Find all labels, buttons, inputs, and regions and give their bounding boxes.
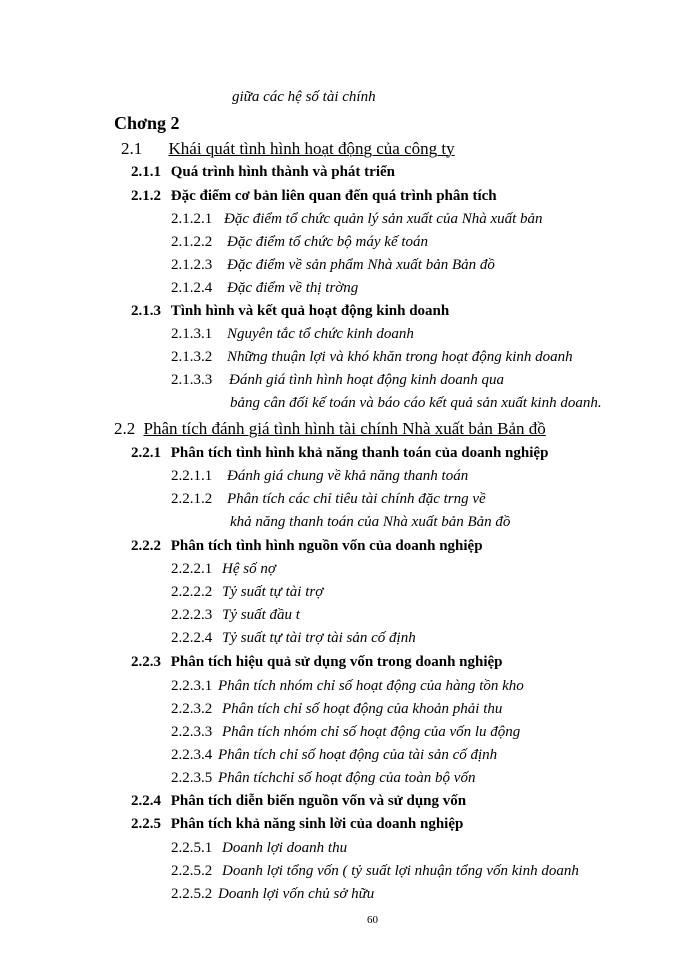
toc-entry-text: Doanh lợi doanh thu bbox=[222, 840, 348, 856]
toc-entry-text: Phân tích nhóm chỉ số hoạt động của hàng tồn kho bbox=[218, 678, 524, 694]
toc-heading-text: Đặc điểm cơ bản liên quan đến quá trình phân tích bbox=[170, 188, 497, 204]
toc-entry-2-2-2 bbox=[131, 537, 483, 555]
toc-entry-continuation: bảng cân đối kế toán và báo cáo kết quả sản xuất kinh doanh. bbox=[230, 395, 602, 411]
toc-entry-2-2-5 bbox=[131, 815, 463, 833]
toc-number: 2.1.3.1 bbox=[171, 326, 213, 342]
toc-entry-text: Phân tíchchỉ số hoạt động của toàn bộ vốn bbox=[218, 770, 476, 786]
toc-number: 2.1 bbox=[121, 139, 143, 158]
toc-number: 2.1.2 bbox=[131, 188, 161, 204]
toc-entry-text: Hệ số nợ bbox=[222, 561, 276, 577]
toc-entry-text: Doanh lợi tổng vốn ( tỷ suất lợi nhuận tổng vốn kinh doanh bbox=[222, 863, 579, 879]
toc-heading-text: Tình hình và kết quả hoạt động kinh doanh bbox=[170, 303, 450, 319]
toc-entry-2-2-5-1 bbox=[171, 839, 347, 857]
toc-number: 2.2.3.5 bbox=[171, 770, 213, 786]
toc-number: 2.2.3.2 bbox=[171, 701, 213, 717]
toc-entry-2-2-5-2b bbox=[171, 885, 374, 903]
toc-number: 2.2.1.1 bbox=[171, 468, 213, 484]
toc-entry-text: Đặc điểm tổ chức bộ máy kế toán bbox=[227, 234, 429, 250]
toc-heading-text: Phân tích diễn biến nguồn vốn và sử dụng vốn bbox=[170, 793, 467, 809]
toc-entry-text: Đánh giá chung về khả năng thanh toán bbox=[227, 468, 469, 484]
toc-number: 2.2.5.1 bbox=[171, 840, 213, 856]
toc-heading-text: Quá trình hình thành và phát triển bbox=[170, 164, 395, 180]
toc-number: 2.2.3.1 bbox=[171, 678, 213, 694]
toc-entry-2-2-1-2 bbox=[171, 490, 486, 508]
toc-number: 2.2.2.4 bbox=[171, 630, 213, 646]
toc-number: 2.1.3.2 bbox=[171, 349, 213, 365]
toc-entry-2-2-2-1 bbox=[171, 560, 276, 578]
toc-entry-2-1 bbox=[121, 139, 455, 159]
toc-number: 2.1.2.1 bbox=[171, 211, 213, 227]
toc-entry-text: Nguyên tắc tổ chức kinh doanh bbox=[227, 326, 414, 342]
toc-heading-text: Phân tích hiệu quả sử dụng vốn trong doanh nghiệp bbox=[170, 654, 503, 670]
toc-entry-2-2 bbox=[114, 419, 546, 439]
toc-entry-text: Tỷ suất tự tài trợ bbox=[222, 584, 324, 600]
toc-number: 2.2.2.3 bbox=[171, 607, 213, 623]
toc-entry-text: Phân tích các chỉ tiêu tài chính đặc trng về bbox=[227, 491, 486, 507]
toc-entry-text: Đánh giá tình hình hoạt động kinh doanh qua bbox=[229, 372, 504, 388]
toc-heading-text: Phân tích tình hình khả năng thanh toán của doanh nghiệp bbox=[170, 445, 549, 461]
toc-entry-2-1-3 bbox=[131, 302, 449, 320]
toc-number: 2.2.4 bbox=[131, 793, 161, 809]
toc-entry-2-2-3-3 bbox=[171, 723, 520, 741]
toc-entry-text: Những thuận lợi và khó khăn trong hoạt động kinh doanh bbox=[227, 349, 573, 365]
toc-entry-2-1-1 bbox=[131, 163, 395, 181]
toc-number: 2.2.5.2 bbox=[171, 863, 213, 879]
toc-entry-text: Doanh lợi vốn chủ sở hữu bbox=[218, 886, 375, 902]
toc-number: 2.2.3.3 bbox=[171, 724, 213, 740]
toc-number: 2.2.1.2 bbox=[171, 491, 213, 507]
toc-number: 2.1.2.3 bbox=[171, 257, 213, 273]
toc-entry-text: Đặc điểm tổ chức quản lý sản xuất của Nhà xuất bản bbox=[224, 211, 543, 227]
toc-entry-2-2-4 bbox=[131, 792, 466, 810]
toc-entry-text: Phân tích nhóm chỉ số hoạt động của vốn lu động bbox=[222, 724, 521, 740]
chapter-title: Chơng 2 bbox=[114, 113, 180, 133]
toc-entry-2-1-2 bbox=[131, 187, 497, 205]
toc-entry-text: Phân tích chỉ số hoạt động của tài sản cố định bbox=[218, 747, 498, 763]
toc-number: 2.2.3.4 bbox=[171, 747, 213, 763]
toc-number: 2.1.1 bbox=[131, 164, 161, 180]
intro-continuation: giữa các hệ số tài chính bbox=[232, 89, 376, 105]
toc-entry-continuation: khả năng thanh toán của Nhà xuất bản Bản đồ bbox=[230, 514, 511, 530]
toc-entry-2-2-1 bbox=[131, 444, 548, 462]
toc-entry-2-1-2-3 bbox=[171, 256, 495, 274]
toc-number: 2.2.1 bbox=[131, 445, 161, 461]
toc-number: 2.2.2.2 bbox=[171, 584, 213, 600]
toc-entry-2-1-2-2 bbox=[171, 233, 428, 251]
toc-number: 2.2.2 bbox=[131, 538, 161, 554]
toc-entry-2-2-2-3 bbox=[171, 606, 300, 624]
page-number: 60 bbox=[367, 914, 378, 926]
toc-entry-text: Phân tích chỉ số hoạt động của khoản phải thu bbox=[222, 701, 503, 717]
toc-number: 2.2.5.2 bbox=[171, 886, 213, 902]
toc-heading-text: Phân tích đánh giá tình hình tài chính Nhà xuất bản Bản đồ bbox=[143, 419, 546, 438]
toc-entry-2-2-3-5 bbox=[171, 769, 475, 787]
toc-entry-text: Đặc điểm về thị trờng bbox=[227, 280, 359, 296]
toc-entry-2-1-3-3 bbox=[171, 371, 504, 389]
toc-entry-2-2-3-1 bbox=[171, 677, 524, 695]
toc-number: 2.2.2.1 bbox=[171, 561, 213, 577]
toc-number: 2.2 bbox=[114, 419, 136, 438]
toc-entry-text: Tỷ suất đầu t bbox=[222, 607, 300, 623]
toc-entry-text: Đặc điểm về sản phẩm Nhà xuất bản Bản đồ bbox=[227, 257, 495, 273]
toc-entry-2-2-3-2 bbox=[171, 700, 502, 718]
toc-number: 2.1.3 bbox=[131, 303, 161, 319]
toc-heading-text: Khái quát tình hình hoạt động của công ty bbox=[168, 139, 455, 158]
toc-entry-2-2-3-4 bbox=[171, 746, 497, 764]
toc-entry-2-1-3-1 bbox=[171, 325, 414, 343]
toc-number: 2.2.5 bbox=[131, 816, 161, 832]
toc-heading-text: Phân tích tình hình nguồn vốn của doanh nghiệp bbox=[170, 538, 483, 554]
toc-entry-text: Tỷ suất tự tài trợ tài sản cố định bbox=[222, 630, 416, 646]
toc-number: 2.1.2.4 bbox=[171, 280, 213, 296]
toc-number: 2.1.3.3 bbox=[171, 372, 213, 388]
toc-entry-2-2-1-1 bbox=[171, 467, 468, 485]
toc-heading-text: Phân tích khả năng sinh lời của doanh nghiệp bbox=[170, 816, 464, 832]
toc-number: 2.1.2.2 bbox=[171, 234, 213, 250]
toc-entry-2-2-2-4 bbox=[171, 629, 416, 647]
toc-entry-2-2-3 bbox=[131, 653, 503, 671]
toc-entry-2-1-3-2 bbox=[171, 348, 573, 366]
toc-entry-2-2-5-2 bbox=[171, 862, 579, 880]
toc-number: 2.2.3 bbox=[131, 654, 161, 670]
toc-entry-2-1-2-1 bbox=[171, 210, 543, 228]
toc-entry-2-2-2-2 bbox=[171, 583, 323, 601]
toc-entry-2-1-2-4 bbox=[171, 279, 358, 297]
